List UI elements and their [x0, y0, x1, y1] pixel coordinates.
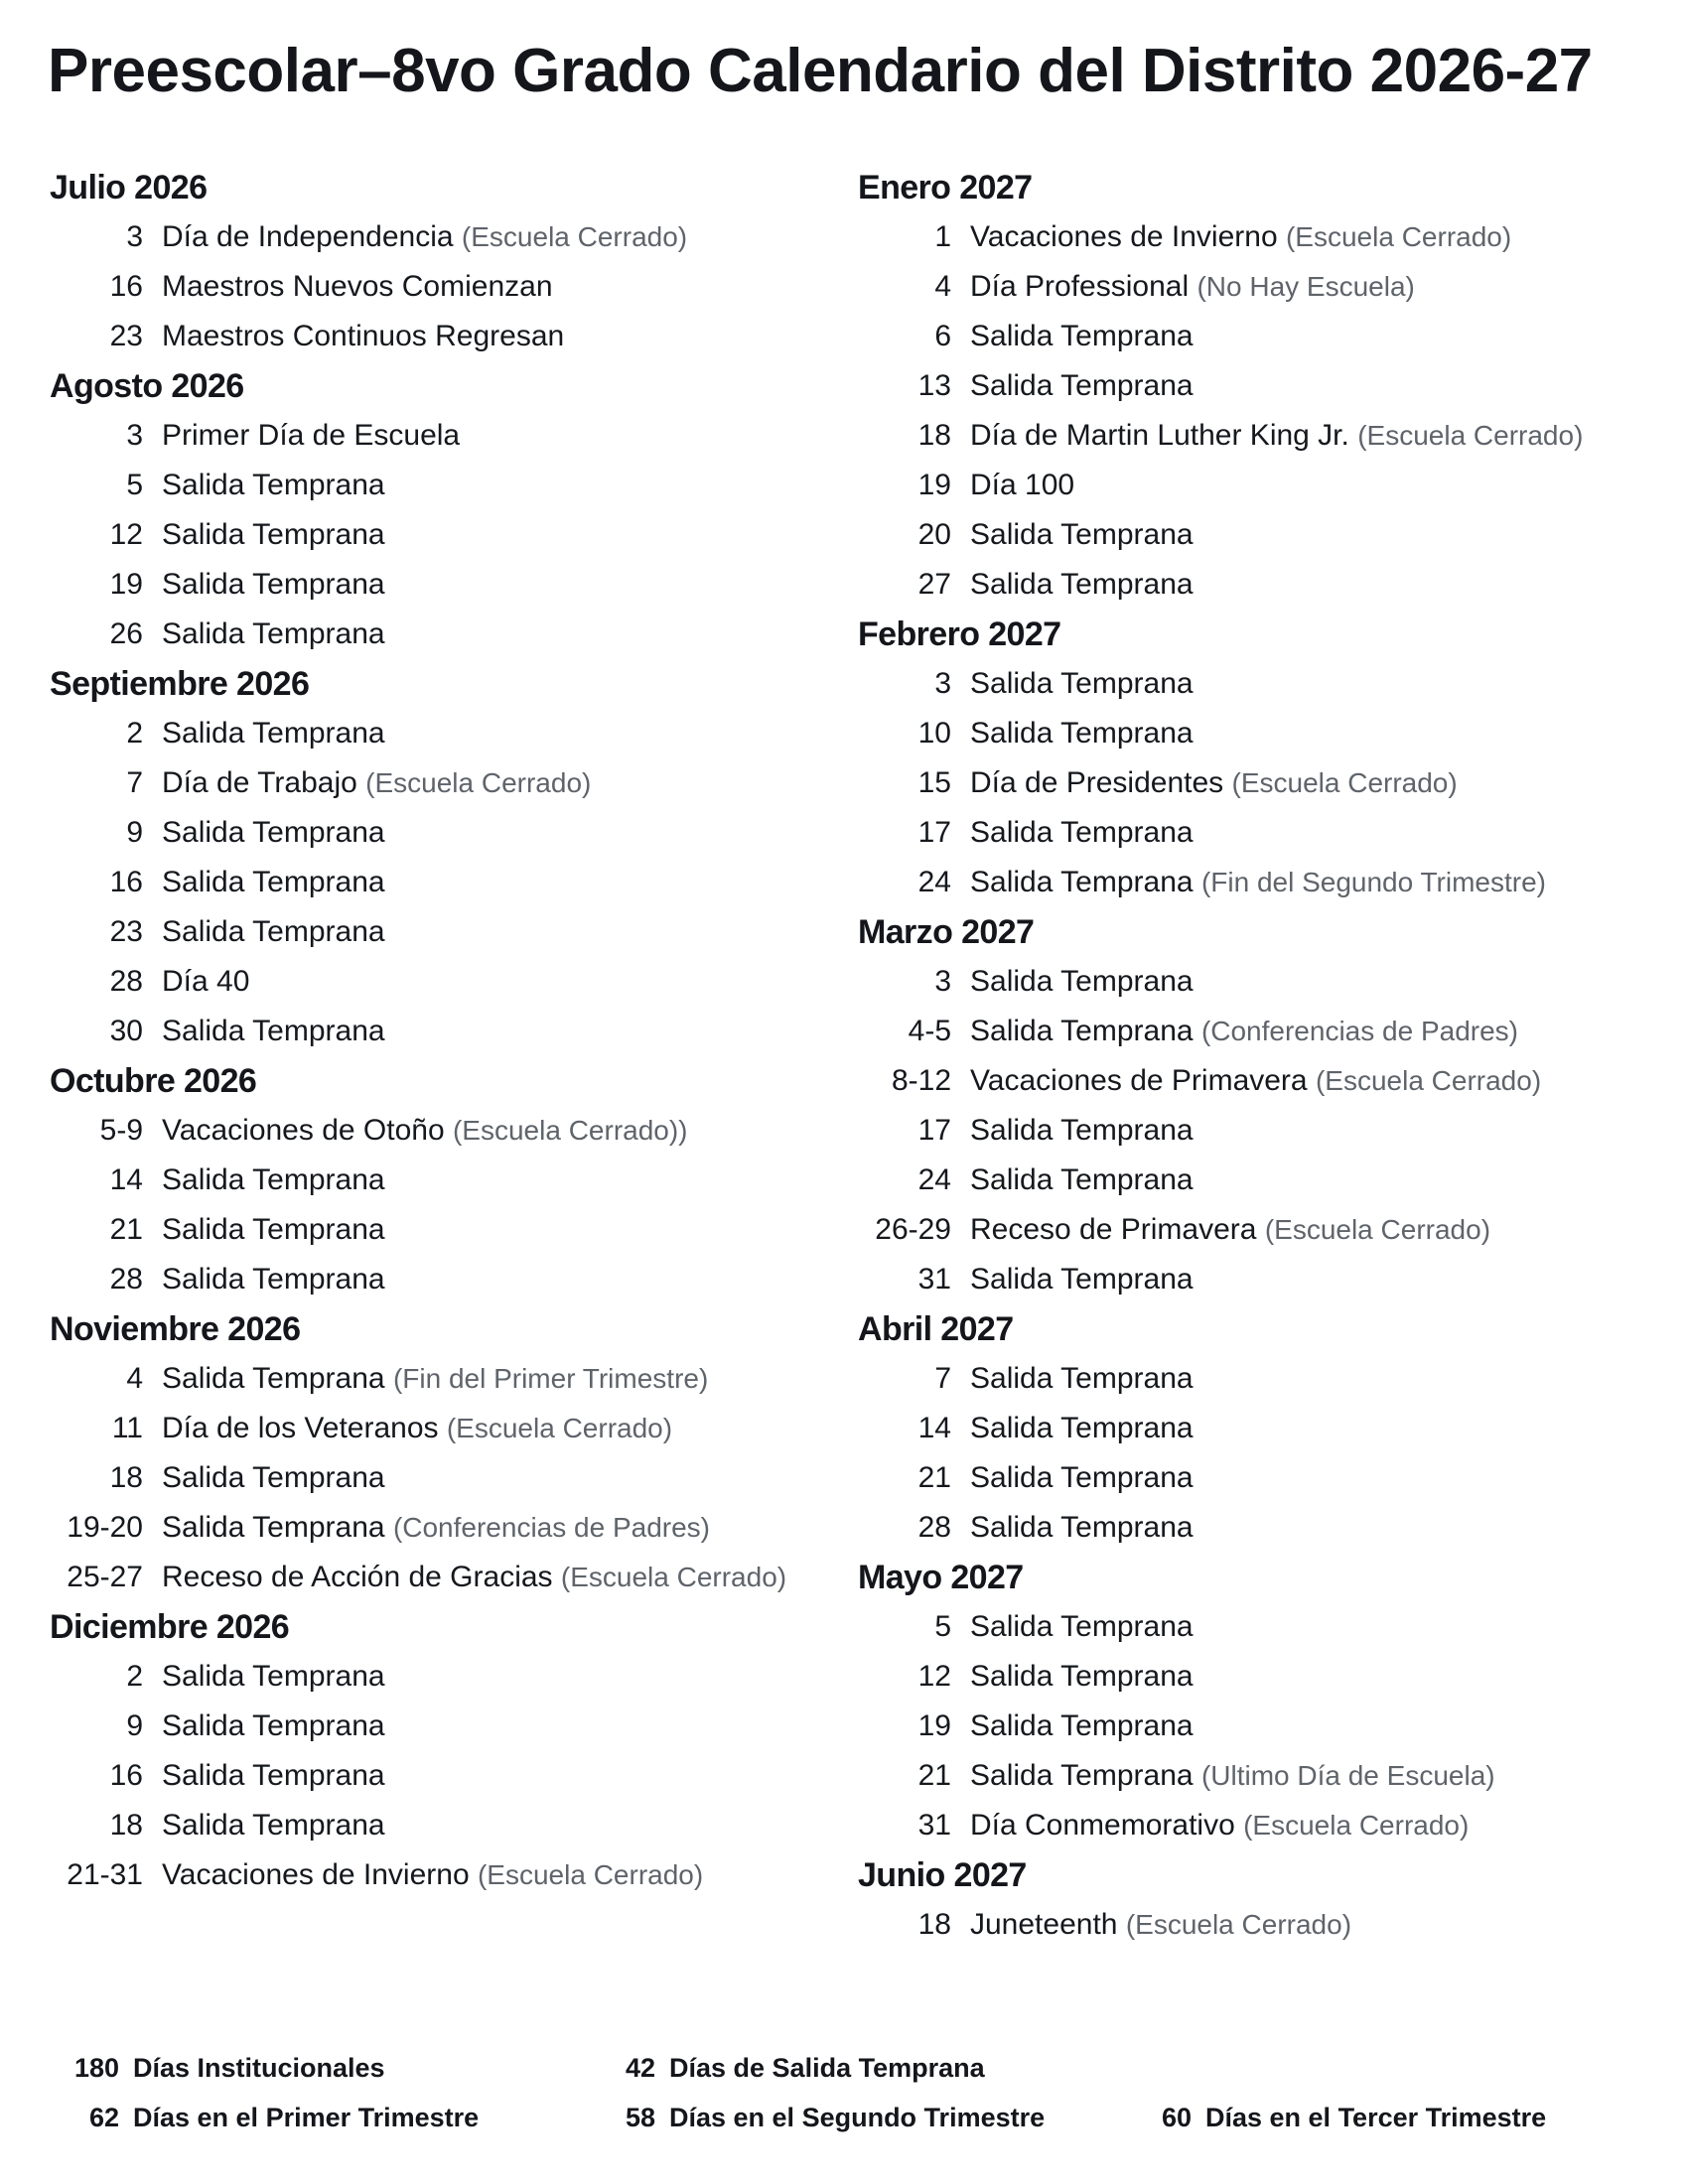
stat-label: Días en el Primer Trimestre — [133, 2103, 480, 2132]
event-date: 21 — [917, 1461, 951, 1494]
calendar-event — [50, 1106, 824, 1156]
stat-label: Días Institucionales — [133, 2053, 385, 2083]
event-name-wrap — [162, 610, 385, 659]
event-date: 4-5 — [908, 1015, 951, 1047]
calendar-event — [50, 262, 824, 312]
event-date: 16 — [109, 866, 143, 898]
month-heading: Julio 2026 — [50, 169, 208, 206]
calendar-event — [858, 1056, 1632, 1106]
event-name-wrap — [970, 1652, 1194, 1702]
event-note: (Fin del Primer Trimestre) — [392, 1363, 709, 1394]
calendar-event — [50, 312, 824, 361]
calendar-event — [50, 1850, 824, 1900]
event-name: Salida Temprana — [970, 1263, 1194, 1296]
event-name-wrap — [970, 858, 1546, 907]
event-note: (Conferencias de Padres) — [392, 1512, 710, 1543]
event-name-wrap — [162, 1354, 708, 1404]
event-name-wrap — [162, 1453, 385, 1503]
calendar-event — [50, 1007, 824, 1056]
event-name-wrap — [970, 262, 1415, 312]
event-name: Día de los Veteranos — [162, 1412, 439, 1444]
event-name: Salida Temprana — [970, 1759, 1194, 1792]
month-heading: Abril 2027 — [858, 1310, 1014, 1348]
event-name-wrap — [162, 1404, 672, 1453]
event-name-wrap — [162, 461, 385, 510]
calendar-event — [50, 808, 824, 858]
event-date: 15 — [917, 766, 951, 799]
event-name-wrap — [970, 1453, 1194, 1503]
event-name: Salida Temprana — [162, 915, 385, 948]
event-name: Salida Temprana — [162, 1461, 385, 1494]
calendar-event — [50, 758, 824, 808]
event-name-wrap — [970, 312, 1194, 361]
event-name-wrap — [162, 858, 385, 907]
event-name: Día 40 — [162, 965, 250, 998]
calendar-event — [50, 1702, 824, 1751]
month-heading: Diciembre 2026 — [50, 1608, 290, 1646]
event-name: Salida Temprana — [162, 1709, 385, 1742]
calendar-event — [858, 560, 1632, 610]
event-name-wrap — [162, 1850, 703, 1900]
event-date: 28 — [109, 965, 143, 998]
calendar-event — [50, 1801, 824, 1850]
event-name-wrap — [970, 1007, 1518, 1056]
month-heading: Agosto 2026 — [50, 367, 244, 405]
event-name-wrap — [970, 1900, 1351, 1950]
stat-number: 62 — [88, 2103, 119, 2132]
event-name: Receso de Acción de Gracias — [162, 1561, 553, 1593]
calendar-event — [50, 858, 824, 907]
event-name: Salida Temprana — [162, 1759, 385, 1792]
event-date: 10 — [917, 717, 951, 750]
calendar-event — [50, 1404, 824, 1453]
event-name-wrap — [162, 1007, 385, 1056]
calendar-event — [50, 560, 824, 610]
event-name: Salida Temprana — [970, 369, 1194, 402]
calendar-event — [858, 1007, 1632, 1056]
calendar-event — [858, 1255, 1632, 1304]
event-name: Juneteenth — [970, 1908, 1118, 1941]
event-name: Salida Temprana — [162, 1213, 385, 1246]
event-note: (Escuela Cerrado) — [1243, 1810, 1470, 1841]
event-name: Salida Temprana — [162, 518, 385, 551]
event-date: 9 — [126, 816, 143, 849]
event-date: 5 — [934, 1610, 951, 1643]
event-date: 21 — [917, 1759, 951, 1792]
event-date: 18 — [917, 419, 951, 452]
event-note: (Conferencias de Padres) — [1200, 1016, 1518, 1046]
event-note: (Escuela Cerrado) — [1285, 221, 1512, 252]
event-date: 30 — [109, 1015, 143, 1047]
event-name-wrap — [162, 1503, 710, 1553]
calendar-event — [858, 461, 1632, 510]
event-date: 21 — [109, 1213, 143, 1246]
event-note: (Ultimo Día de Escuela) — [1200, 1760, 1495, 1791]
event-date: 24 — [917, 1163, 951, 1196]
event-note: (Escuela Cerrado) — [1125, 1909, 1352, 1940]
event-date: 31 — [917, 1809, 951, 1842]
event-name-wrap — [970, 1205, 1490, 1255]
event-name-wrap — [162, 907, 385, 957]
event-name: Día de Trabajo — [162, 766, 357, 799]
calendar-event — [858, 1652, 1632, 1702]
event-name-wrap — [162, 1255, 385, 1304]
event-note: (Escuela Cerrado) — [365, 767, 592, 798]
event-name-wrap — [970, 212, 1511, 262]
event-date: 12 — [917, 1660, 951, 1693]
event-date: 18 — [917, 1908, 951, 1941]
event-note: (Escuela Cerrado)) — [452, 1115, 688, 1146]
event-name: Día de Independencia — [162, 220, 454, 253]
event-date: 17 — [917, 816, 951, 849]
event-name: Día 100 — [970, 469, 1075, 501]
event-name-wrap — [970, 758, 1458, 808]
event-name: Salida Temprana — [970, 1114, 1194, 1147]
event-name-wrap — [970, 411, 1583, 461]
calendar-event — [858, 411, 1632, 461]
event-name: Salida Temprana — [162, 1362, 385, 1395]
event-name-wrap — [162, 262, 553, 312]
event-note: (Escuela Cerrado) — [446, 1413, 673, 1443]
stat-number: 180 — [73, 2053, 119, 2083]
event-name: Día de Martin Luther King Jr. — [970, 419, 1349, 452]
page-title: Preescolar–8vo Grado Calendario del Distrito 2026-27 — [48, 37, 1593, 105]
event-note: (Escuela Cerrado) — [1357, 420, 1584, 451]
month-heading: Junio 2027 — [858, 1856, 1027, 1894]
stat-third-trimester-days — [1122, 2093, 1546, 2142]
event-date: 23 — [109, 915, 143, 948]
event-name-wrap — [162, 312, 564, 361]
event-date: 5-9 — [99, 1114, 143, 1147]
calendar-event — [858, 1156, 1632, 1205]
event-note: (Escuela Cerrado) — [560, 1562, 787, 1592]
event-date: 18 — [109, 1461, 143, 1494]
event-name: Salida Temprana — [970, 866, 1194, 898]
event-date: 1 — [934, 220, 951, 253]
event-date: 19-20 — [67, 1511, 143, 1544]
event-name: Salida Temprana — [970, 717, 1194, 750]
event-name: Salida Temprana — [970, 1362, 1194, 1395]
event-name-wrap — [162, 510, 385, 560]
event-name: Vacaciones de Otoño — [162, 1114, 445, 1147]
event-name: Vacaciones de Primavera — [970, 1064, 1308, 1097]
stat-first-trimester-days — [50, 2093, 479, 2142]
event-name-wrap — [970, 1801, 1469, 1850]
calendar-event — [858, 361, 1632, 411]
event-date: 9 — [126, 1709, 143, 1742]
event-date: 6 — [934, 320, 951, 352]
event-name-wrap — [970, 709, 1194, 758]
event-name-wrap — [970, 1602, 1194, 1652]
event-note: (Escuela Cerrado) — [461, 221, 688, 252]
event-date: 25-27 — [67, 1561, 143, 1593]
event-name: Salida Temprana — [970, 1660, 1194, 1693]
calendar-event — [858, 1453, 1632, 1503]
month-heading: Noviembre 2026 — [50, 1310, 301, 1348]
event-date: 3 — [126, 220, 143, 253]
event-name-wrap — [162, 1801, 385, 1850]
calendar-event — [50, 1553, 824, 1602]
event-date: 12 — [109, 518, 143, 551]
calendar-event — [858, 1503, 1632, 1553]
event-name: Salida Temprana — [162, 1015, 385, 1047]
event-date: 3 — [934, 965, 951, 998]
event-date: 28 — [917, 1511, 951, 1544]
event-name-wrap — [970, 1156, 1194, 1205]
event-name-wrap — [970, 1751, 1495, 1801]
event-name-wrap — [162, 1156, 385, 1205]
stat-number: 42 — [625, 2053, 655, 2083]
event-name: Salida Temprana — [162, 568, 385, 601]
month-heading: Octubre 2026 — [50, 1062, 257, 1100]
event-name-wrap — [970, 560, 1194, 610]
event-note: (Escuela Cerrado) — [1264, 1214, 1491, 1245]
event-name-wrap — [162, 1553, 786, 1602]
calendar-event — [858, 1900, 1632, 1950]
event-date: 2 — [126, 717, 143, 750]
event-name-wrap — [970, 1056, 1541, 1106]
event-date: 13 — [917, 369, 951, 402]
event-name: Maestros Continuos Regresan — [162, 320, 565, 352]
month-heading: Mayo 2027 — [858, 1559, 1024, 1596]
stat-number: 58 — [625, 2103, 655, 2132]
calendar-event — [858, 262, 1632, 312]
calendar-event — [50, 1205, 824, 1255]
event-name-wrap — [162, 808, 385, 858]
event-date: 20 — [917, 518, 951, 551]
event-date: 27 — [917, 568, 951, 601]
event-name: Salida Temprana — [970, 568, 1194, 601]
event-name: Día de Presidentes — [970, 766, 1224, 799]
event-name: Salida Temprana — [970, 1163, 1194, 1196]
event-date: 3 — [126, 419, 143, 452]
event-name-wrap — [970, 659, 1194, 709]
event-name: Salida Temprana — [162, 717, 385, 750]
calendar-event — [858, 1702, 1632, 1751]
month-heading: Febrero 2027 — [858, 615, 1061, 653]
calendar-event — [858, 808, 1632, 858]
month-heading: Marzo 2027 — [858, 913, 1035, 951]
event-name: Salida Temprana — [970, 1015, 1194, 1047]
calendar-event — [858, 212, 1632, 262]
event-date: 19 — [917, 469, 951, 501]
calendar-event — [50, 1453, 824, 1503]
event-name: Salida Temprana — [970, 320, 1194, 352]
event-name-wrap — [970, 510, 1194, 560]
event-date: 16 — [109, 270, 143, 303]
calendar-event — [50, 1503, 824, 1553]
calendar-event — [858, 957, 1632, 1007]
calendar-event — [50, 461, 824, 510]
stat-instructional-days — [50, 2043, 385, 2093]
calendar-event — [50, 411, 824, 461]
calendar-event — [858, 510, 1632, 560]
event-name: Salida Temprana — [162, 1263, 385, 1296]
event-date: 26 — [109, 617, 143, 650]
event-date: 18 — [109, 1809, 143, 1842]
event-date: 4 — [126, 1362, 143, 1395]
event-date: 17 — [917, 1114, 951, 1147]
event-name-wrap — [162, 212, 687, 262]
stat-label: Días de Salida Temprana — [669, 2053, 985, 2083]
event-date: 2 — [126, 1660, 143, 1693]
event-name: Salida Temprana — [162, 1511, 385, 1544]
event-name: Salida Temprana — [970, 667, 1194, 700]
event-name-wrap — [970, 1354, 1194, 1404]
calendar-event — [858, 758, 1632, 808]
event-name: Salida Temprana — [162, 1660, 385, 1693]
event-name: Vacaciones de Invierno — [162, 1858, 470, 1891]
calendar-event — [858, 1751, 1632, 1801]
event-name-wrap — [162, 1751, 385, 1801]
event-name-wrap — [970, 1702, 1194, 1751]
event-name-wrap — [970, 808, 1194, 858]
calendar-event — [858, 858, 1632, 907]
stat-number: 60 — [1161, 2103, 1192, 2132]
stat-second-trimester-days — [586, 2093, 1045, 2142]
event-note: (Escuela Cerrado) — [1231, 767, 1458, 798]
event-date: 19 — [917, 1709, 951, 1742]
event-date: 3 — [934, 667, 951, 700]
calendar-event — [50, 1255, 824, 1304]
event-name: Salida Temprana — [162, 1809, 385, 1842]
calendar-event — [858, 1354, 1632, 1404]
event-name: Salida Temprana — [970, 1709, 1194, 1742]
event-name-wrap — [162, 560, 385, 610]
calendar-event — [858, 659, 1632, 709]
event-date: 7 — [126, 766, 143, 799]
calendar-event — [50, 1751, 824, 1801]
event-name-wrap — [162, 1205, 385, 1255]
calendar-event — [50, 957, 824, 1007]
event-note: (No Hay Escuela) — [1196, 271, 1415, 302]
event-name: Salida Temprana — [970, 1412, 1194, 1444]
event-name: Día Conmemorativo — [970, 1809, 1235, 1842]
event-date: 31 — [917, 1263, 951, 1296]
calendar-column-right — [858, 163, 1632, 1950]
calendar-event — [50, 212, 824, 262]
event-name: Salida Temprana — [162, 617, 385, 650]
event-name: Salida Temprana — [970, 965, 1194, 998]
event-name: Salida Temprana — [970, 1610, 1194, 1643]
event-date: 16 — [109, 1759, 143, 1792]
calendar-event — [858, 1801, 1632, 1850]
event-name: Salida Temprana — [970, 1461, 1194, 1494]
event-name: Salida Temprana — [162, 1163, 385, 1196]
event-name: Salida Temprana — [162, 816, 385, 849]
stat-early-release-days — [586, 2043, 985, 2093]
event-date: 14 — [917, 1412, 951, 1444]
event-date: 4 — [934, 270, 951, 303]
event-name-wrap — [162, 758, 591, 808]
event-name-wrap — [970, 1106, 1194, 1156]
event-name: Primer Día de Escuela — [162, 419, 461, 452]
stat-label: Días en el Segundo Trimestre — [669, 2103, 1046, 2132]
event-name: Salida Temprana — [970, 1511, 1194, 1544]
event-name-wrap — [970, 1404, 1194, 1453]
event-date: 28 — [109, 1263, 143, 1296]
event-note: (Escuela Cerrado) — [477, 1859, 704, 1890]
event-date: 19 — [109, 568, 143, 601]
month-heading: Enero 2027 — [858, 169, 1033, 206]
month-heading: Septiembre 2026 — [50, 665, 310, 703]
calendar-event — [50, 510, 824, 560]
event-date: 21-31 — [67, 1858, 143, 1891]
calendar-event — [50, 907, 824, 957]
event-note: (Fin del Segundo Trimestre) — [1200, 867, 1546, 897]
event-date: 5 — [126, 469, 143, 501]
event-name: Vacaciones de Invierno — [970, 220, 1278, 253]
event-name-wrap — [162, 709, 385, 758]
event-name: Salida Temprana — [970, 816, 1194, 849]
event-name-wrap — [970, 1255, 1194, 1304]
calendar-event — [858, 1205, 1632, 1255]
calendar-event — [50, 610, 824, 659]
calendar-event — [858, 1106, 1632, 1156]
calendar-event — [858, 709, 1632, 758]
event-date: 11 — [111, 1412, 143, 1444]
event-name-wrap — [970, 361, 1194, 411]
event-name: Salida Temprana — [970, 518, 1194, 551]
event-name-wrap — [162, 1106, 688, 1156]
event-name-wrap — [970, 957, 1194, 1007]
calendar-event — [858, 312, 1632, 361]
calendar-event — [50, 1156, 824, 1205]
calendar-event — [50, 709, 824, 758]
event-name: Salida Temprana — [162, 866, 385, 898]
calendar-event — [858, 1602, 1632, 1652]
calendar-column-left — [50, 163, 824, 1900]
event-name: Salida Temprana — [162, 469, 385, 501]
event-name-wrap — [970, 461, 1074, 510]
event-date: 7 — [934, 1362, 951, 1395]
event-name-wrap — [970, 1503, 1194, 1553]
stat-label: Días en el Tercer Trimestre — [1205, 2103, 1547, 2132]
event-name: Receso de Primavera — [970, 1213, 1257, 1246]
calendar-event — [50, 1354, 824, 1404]
event-date: 26-29 — [875, 1213, 951, 1246]
event-name-wrap — [162, 1652, 385, 1702]
event-date: 23 — [109, 320, 143, 352]
event-note: (Escuela Cerrado) — [1315, 1065, 1542, 1096]
event-name: Maestros Nuevos Comienzan — [162, 270, 553, 303]
event-name-wrap — [162, 957, 249, 1007]
calendar-event — [50, 1652, 824, 1702]
event-date: 24 — [917, 866, 951, 898]
calendar-event — [858, 1404, 1632, 1453]
event-name-wrap — [162, 1702, 385, 1751]
event-name-wrap — [162, 411, 460, 461]
event-name: Día Professional — [970, 270, 1190, 303]
event-date: 14 — [109, 1163, 143, 1196]
event-date: 8-12 — [891, 1064, 951, 1097]
